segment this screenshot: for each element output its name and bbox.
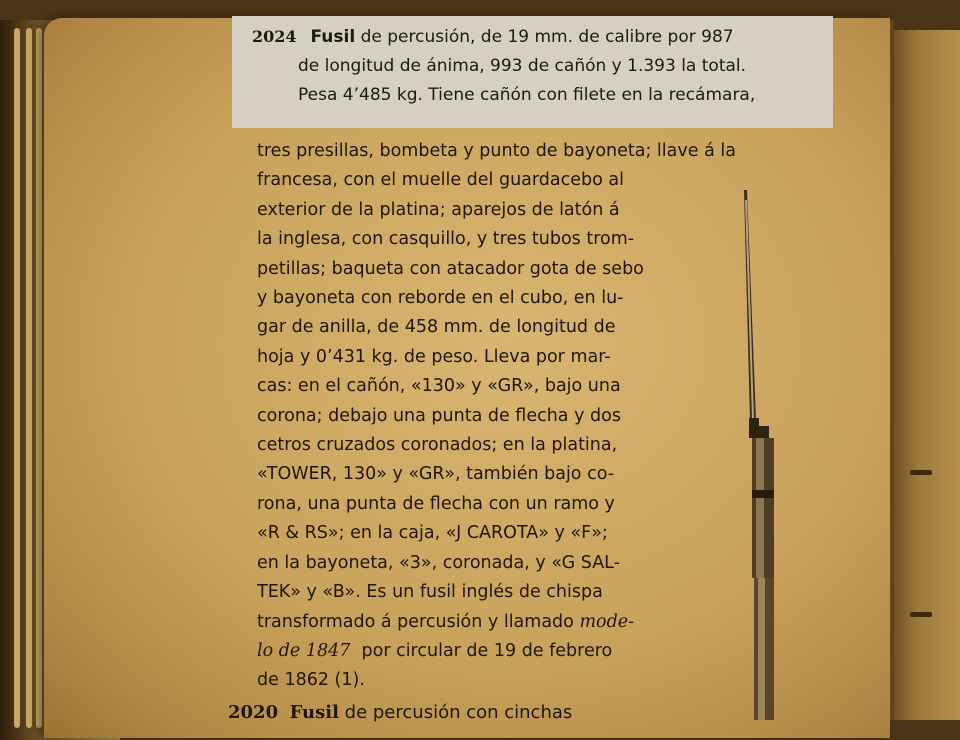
body-line: cas: en el cañón, «130» y «GR», bajo una bbox=[257, 376, 621, 397]
body-line: la inglesa, con casquillo, y tres tubos trom- bbox=[257, 229, 635, 250]
body-line: gar de anilla, de 458 mm. de longitud de bbox=[257, 317, 616, 338]
page-edge bbox=[26, 28, 32, 728]
next-entry-number: 2020 bbox=[228, 702, 279, 723]
body-line bbox=[257, 637, 736, 666]
entry-heading-box bbox=[232, 16, 833, 128]
italic-model-text: mode- bbox=[579, 611, 635, 632]
body-line: francesa, con el muelle del guardacebo al bbox=[257, 170, 624, 191]
bayonet-illustration bbox=[726, 190, 796, 720]
page-tab bbox=[910, 612, 932, 617]
heading-line-1-text: de percusión, de 19 mm. de calibre por 987 bbox=[360, 27, 734, 47]
page-edge bbox=[36, 28, 42, 728]
body-line: corona; debajo una punta de flecha y dos bbox=[257, 405, 621, 426]
body-line: exterior de la platina; aparejos de latón á bbox=[257, 199, 620, 220]
body-line: de 1862 (1). bbox=[257, 670, 365, 691]
body-line: y bayoneta con reborde en el cubo, en lu- bbox=[257, 288, 624, 309]
italic-model-year: lo de 1847 bbox=[257, 640, 351, 661]
page-tab bbox=[910, 470, 932, 475]
body-line: hoja y 0’431 kg. de peso. Lleva por mar- bbox=[257, 346, 611, 367]
body-line bbox=[257, 608, 736, 637]
page-edge bbox=[14, 28, 20, 728]
entry-number: 2024 bbox=[252, 27, 297, 46]
body-line: tres presillas, bombeta y punto de bayoneta; llave á la bbox=[257, 141, 736, 161]
entry-title-word: Fusil bbox=[310, 27, 356, 47]
body-line: rona, una punta de flecha con un ramo y bbox=[257, 493, 615, 514]
heading-line-1 bbox=[252, 22, 815, 52]
heading-line-2: de longitud de ánima, 993 de cañón y 1.393 la total. bbox=[298, 56, 747, 76]
next-entry-title-word: Fusil bbox=[289, 702, 339, 723]
next-entry-text: de percusión con cinchas bbox=[344, 702, 573, 723]
body-line: petillas; baqueta con atacador gota de sebo bbox=[257, 258, 644, 279]
body-line: en la bayoneta, «3», coronada, y «G SAL- bbox=[257, 552, 620, 573]
body-line: «R & RS»; en la caja, «J CAROTA» y «F»; bbox=[257, 523, 608, 544]
entry-body bbox=[257, 137, 736, 696]
heading-line-3: Pesa 4’485 kg. Tiene cañón con filete en la recámara, bbox=[298, 85, 756, 105]
body-line: cetros cruzados coronados; en la platina, bbox=[257, 435, 618, 456]
body-line-18-text: por circular de 19 de febrero bbox=[361, 640, 613, 661]
body-line-17-text: transformado á percusión y llamado bbox=[257, 611, 574, 632]
body-line: TEK» y «B». Es un fusil inglés de chispa bbox=[257, 582, 603, 603]
body-line: «TOWER, 130» y «GR», también bajo co- bbox=[257, 464, 615, 485]
